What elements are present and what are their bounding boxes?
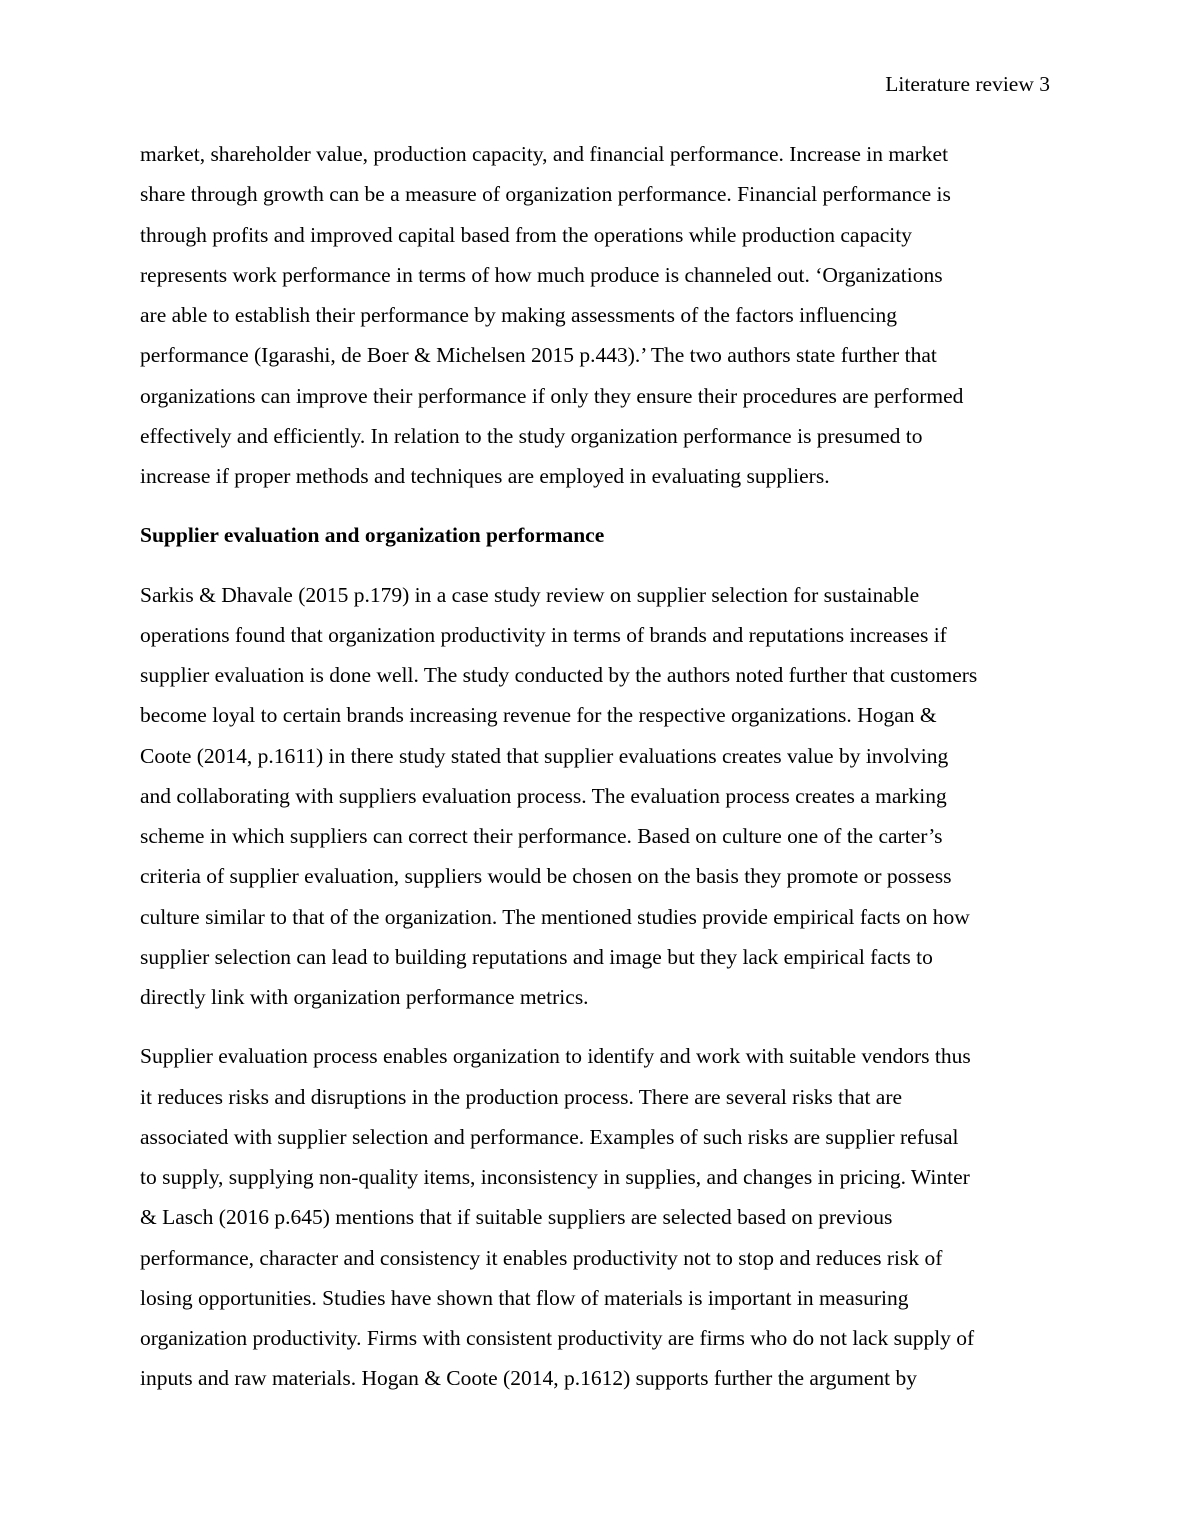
paragraph-spacing [140, 1017, 1052, 1036]
paragraph-spacing [140, 496, 1052, 515]
paragraph-1 [140, 134, 1052, 496]
text-line: become loyal to certain brands increasing revenue for the respective organizations. Hogan & [140, 703, 937, 728]
text-line: inputs and raw materials. Hogan & Coote (2014, p.1612) supports further the argument by [140, 1366, 918, 1391]
document-body [140, 134, 1052, 1399]
text-line: losing opportunities. Studies have shown that flow of materials is important in measuring [140, 1285, 909, 1310]
paragraph-spacing [140, 556, 1052, 575]
text-line: criteria of supplier evaluation, suppliers would be chosen on the basis they promote or possess [140, 864, 952, 889]
text-line: and collaborating with suppliers evaluation process. The evaluation process creates a marking [140, 783, 947, 808]
text-line: Coote (2014, p.1611) in there study stated that supplier evaluations creates value by involving [140, 743, 949, 768]
text-line: directly link with organization performance metrics. [140, 985, 589, 1009]
paragraph-3 [140, 1036, 1052, 1398]
text-line: associated with supplier selection and performance. Examples of such risks are supplier refusal [140, 1124, 959, 1149]
text-line: supplier selection can lead to building reputations and image but they lack empirical facts to [140, 944, 933, 969]
section-heading: Supplier evaluation and organization performance [140, 523, 605, 548]
paragraph-2 [140, 575, 1052, 1018]
text-line: represents work performance in terms of how much produce is channeled out. ‘Organizations [140, 262, 943, 287]
text-line: performance, character and consistency it enables productivity not to stop and reduces risk of [140, 1245, 943, 1270]
text-line: are able to establish their performance by making assessments of the factors influencing [140, 303, 898, 327]
text-line: increase if proper methods and techniques are employed in evaluating suppliers. [140, 464, 830, 488]
text-line: & Lasch (2016 p.645) mentions that if suitable suppliers are selected based on previous [140, 1205, 893, 1230]
text-line: performance (Igarashi, de Boer & Michelsen 2015 p.443).’ The two authors state further that [140, 343, 937, 368]
running-head: Literature review 3 [885, 72, 1050, 96]
text-line: supplier evaluation is done well. The study conducted by the authors noted further that customers [140, 663, 978, 687]
text-line: scheme in which suppliers can correct their performance. Based on culture one of the carter’s [140, 824, 943, 848]
text-line: organization productivity. Firms with consistent productivity are firms who do not lack supply of [140, 1326, 975, 1350]
text-line: effectively and efficiently. In relation to the study organization performance is presumed to [140, 423, 923, 448]
text-line: culture similar to that of the organization. The mentioned studies provide empirical facts on how [140, 904, 970, 929]
text-line: market, shareholder value, production capacity, and financial performance. Increase in market [140, 142, 949, 166]
text-line: to supply, supplying non-quality items, inconsistency in supplies, and changes in pricing. Winter [140, 1165, 970, 1189]
text-line: Supplier evaluation process enables organization to identify and work with suitable vendors thus [140, 1044, 971, 1069]
text-line: it reduces risks and disruptions in the production process. There are several risks that are [140, 1084, 903, 1109]
text-line: through profits and improved capital based from the operations while production capacity [140, 222, 912, 247]
text-line: Sarkis & Dhavale (2015 p.179) in a case study review on supplier selection for sustainable [140, 582, 920, 607]
text-line: operations found that organization productivity in terms of brands and reputations increases if [140, 622, 947, 647]
text-line: organizations can improve their performance if only they ensure their procedures are performed [140, 383, 964, 408]
text-line: share through growth can be a measure of organization performance. Financial performance is [140, 182, 951, 207]
